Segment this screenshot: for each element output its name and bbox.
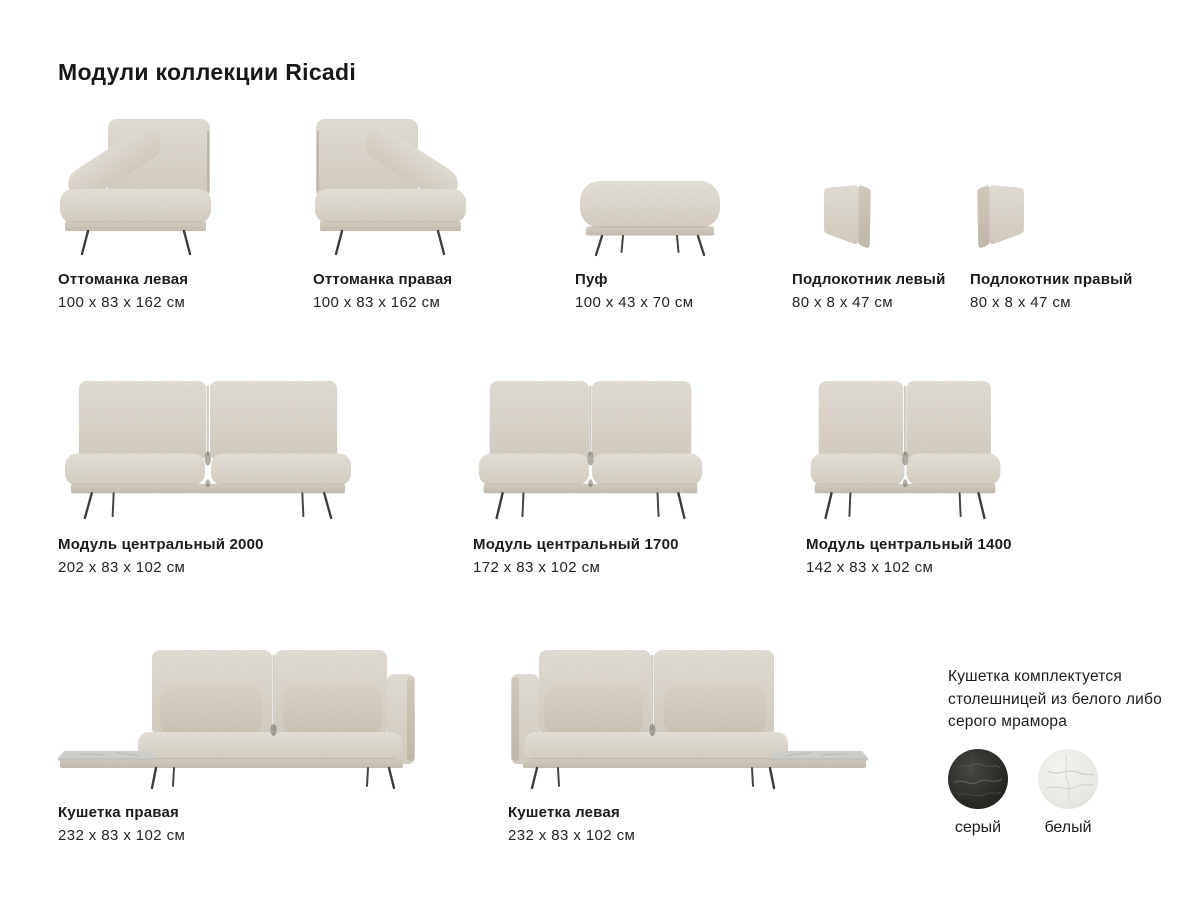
module-dimensions: 80 x 8 x 47 см [970, 294, 1071, 311]
module-card-daybed-right [58, 648, 438, 844]
module-card-pouf [575, 117, 785, 311]
module-name: Подлокотник правый [970, 271, 1133, 288]
daybed-left-image [508, 648, 888, 790]
tabletop-note [948, 666, 1172, 837]
swatch-label: белый [1044, 818, 1092, 836]
grey-marble-icon [948, 749, 1008, 809]
central-2000-image [58, 378, 388, 522]
module-dimensions: 100 x 83 x 162 см [313, 294, 441, 311]
module-name: Оттоманка левая [58, 271, 189, 288]
module-dimensions: 100 x 43 x 70 см [575, 294, 694, 311]
module-dimensions: 232 x 83 x 102 см [58, 827, 186, 844]
module-card-central-1400 [806, 378, 1066, 576]
module-dimensions: 142 x 83 x 102 см [806, 559, 934, 576]
module-name: Модуль центральный 1400 [806, 536, 1012, 553]
armrest-right-image [970, 117, 1140, 257]
armrest-left-image [792, 117, 962, 257]
module-dimensions: 172 x 83 x 102 см [473, 559, 601, 576]
module-name: Кушетка правая [58, 804, 179, 821]
ottoman-left-image [58, 117, 308, 257]
white-marble-icon [1038, 749, 1098, 809]
central-1400-image [806, 378, 1066, 522]
module-dimensions: 232 x 83 x 102 см [508, 827, 636, 844]
module-card-ottoman-left [58, 117, 308, 311]
module-name: Модуль центральный 2000 [58, 536, 264, 553]
marble-swatch-white [1038, 749, 1098, 837]
page-title: Модули коллекции Ricadi [58, 59, 357, 86]
module-name: Кушетка левая [508, 804, 620, 821]
module-name: Оттоманка правая [313, 271, 453, 288]
module-card-central-1700 [473, 378, 753, 576]
ottoman-right-image [313, 117, 563, 257]
pouf-image [575, 117, 785, 257]
module-card-central-2000 [58, 378, 388, 576]
tabletop-note-text: Кушетка комплектуется столешницей из белого либо серого мрамора [948, 668, 1162, 730]
module-name: Модуль центральный 1700 [473, 536, 679, 553]
module-card-armrest-right [970, 117, 1140, 311]
module-card-armrest-left [792, 117, 962, 311]
module-name: Подлокотник левый [792, 271, 946, 288]
module-dimensions: 80 x 8 x 47 см [792, 294, 893, 311]
daybed-right-image [58, 648, 438, 790]
module-card-ottoman-right [313, 117, 563, 311]
module-dimensions: 100 x 83 x 162 см [58, 294, 186, 311]
module-card-daybed-left [508, 648, 888, 844]
marble-swatches [948, 749, 1172, 837]
swatch-label: серый [954, 818, 1002, 836]
module-name: Пуф [575, 271, 608, 288]
central-1700-image [473, 378, 753, 522]
module-dimensions: 202 x 83 x 102 см [58, 559, 186, 576]
marble-swatch-grey [948, 749, 1008, 837]
